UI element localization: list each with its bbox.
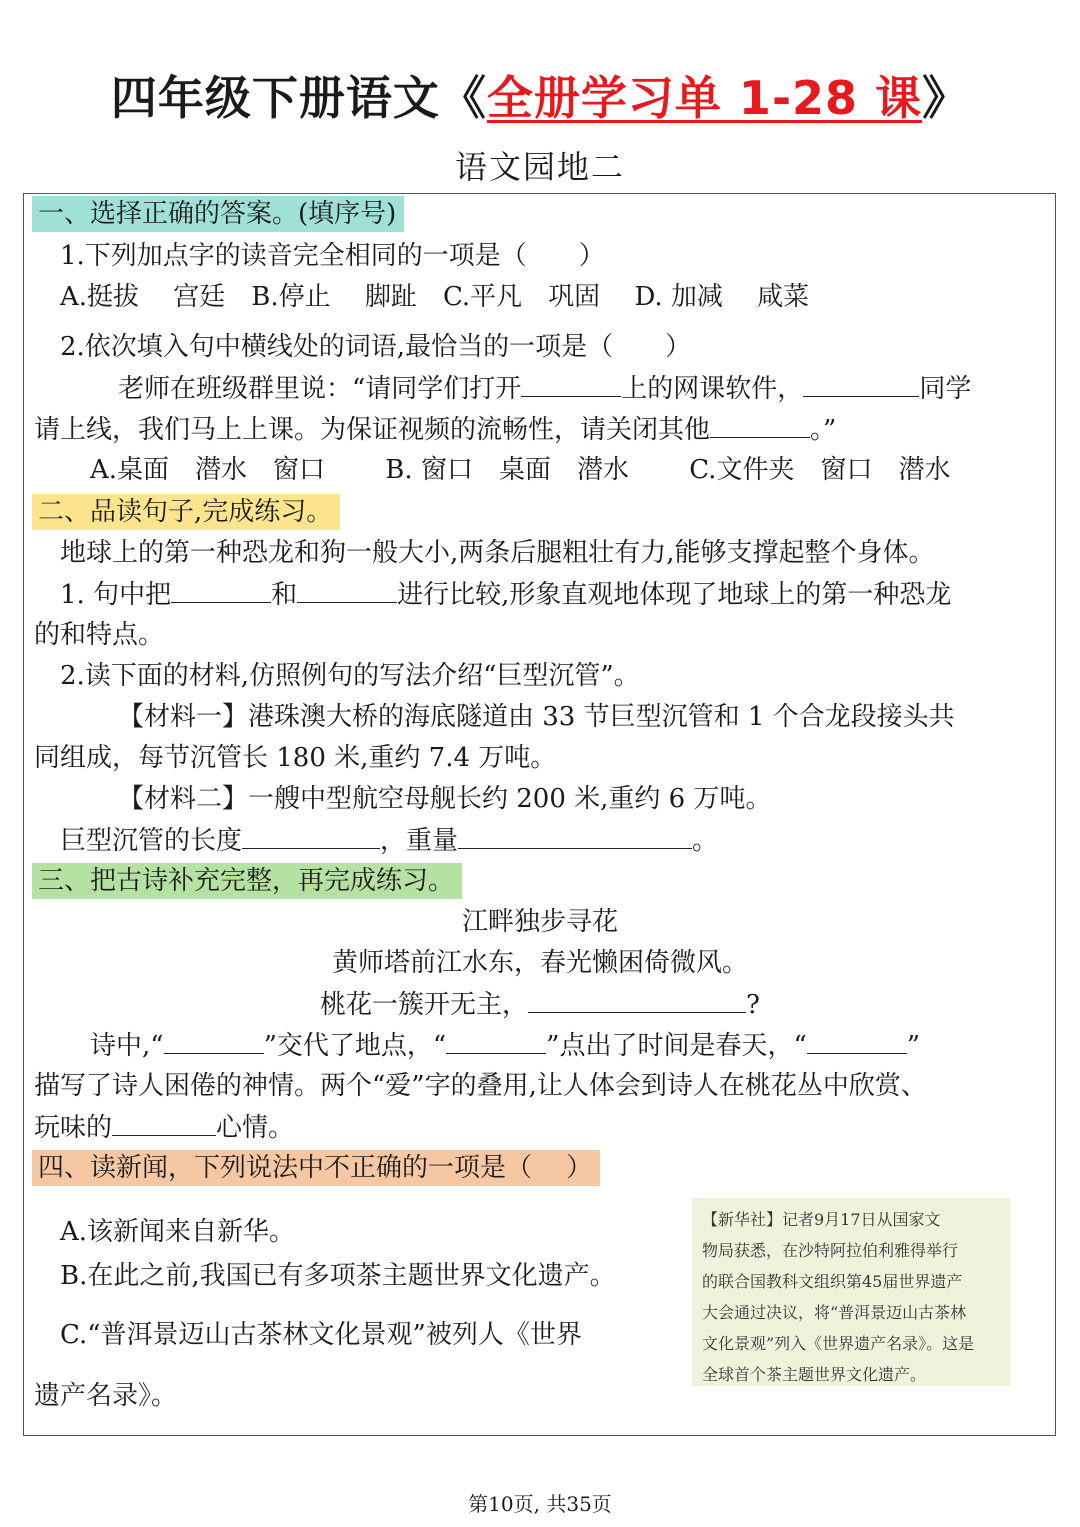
question-1-1-options: A.挺拔 宫廷 B.停止 脚趾 C.平凡 巩固 D. 加减 咸菜 [60,282,810,312]
question-1-2-options: A.桌面 潜水 窗口 B. 窗口 桌面 潜水 C.文件夹 窗口 潜水 [90,455,951,485]
title-suffix: 》 [922,71,970,125]
material-2: 【材料二】一艘中型航空母舰长约 200 米,重约 6 万吨。 [118,784,772,814]
answer-blank[interactable] [112,1109,216,1136]
section-4-heading: 四、读新闻，下列说法中不正确的一项是（ ） [32,1150,600,1186]
dinosaur-sentence: 地球上的第一种恐龙和狗一般大小,两条后腿粗壮有力,能够支撑起整个身体。 [60,538,935,568]
section-1-heading: 一、选择正确的答案。(填序号) [32,196,404,232]
answer-blank[interactable] [710,411,810,438]
news-line: 文化景观”列入《世界遗产名录》。这是 [702,1334,975,1353]
poem-title: 江畔独步寻花 [461,907,618,937]
poem-line-2: 桃花一簇开无主， ? [0,986,1080,1023]
title-prefix: 四年级下册语文《 [110,71,487,125]
option-b: B.在此之前,我国已有多项茶主题世界文化遗产。 [60,1261,616,1291]
question-1-2-line2: 请上线，我们马上上课。为保证视频的流畅性，请关闭其他 。” [34,411,836,448]
answer-blank[interactable] [297,576,397,603]
answer-blank[interactable] [171,576,271,603]
title-highlight: 全册学习单 1-28 课 [486,71,923,125]
question-1-2: 2.依次填入句中横线处的词语,最恰当的一项是（ ） [60,332,692,362]
question-1-1: 1.下列加点字的读音完全相同的一项是（ ） [60,241,605,271]
news-line: 【新华社】记者9月17日从国家文 [702,1210,941,1229]
question-1-2-line1: 老师在班级群里说：“请同学们打开 上的网课软件， 同学 [118,370,971,407]
news-line: 全球首个茶主题世界文化遗产。 [702,1365,927,1384]
option-c: C.“普洱景迈山古茶林文化景观”被列人《世界 [60,1320,582,1350]
answer-blank[interactable] [242,822,380,849]
page-number: 第10页, 共35页 [468,1492,612,1516]
section-2-heading: 二、品读句子,完成练习。 [32,494,340,530]
answer-blank[interactable] [521,370,621,397]
answer-blank[interactable] [164,1027,264,1054]
material-1-line2: 同组成，每节沉管长 180 米,重约 7.4 万吨。 [34,743,557,773]
answer-blank[interactable] [446,1027,546,1054]
option-a: A.该新闻来自新华。 [60,1217,296,1247]
answer-blank[interactable] [528,986,746,1013]
page-title [0,62,1080,128]
news-line: 物局获悉，在沙特阿拉伯利雅得举行 [702,1241,959,1260]
question-2-2-answer: 巨型沉管的长度 ，重量 。 [60,822,718,859]
answer-blank[interactable] [807,1027,907,1054]
question-3-line3: 玩味的 心情。 [34,1109,294,1146]
question-2-1: 1. 句中把 和 进行比较,形象直观地体现了地球上的第一种恐龙 [60,576,951,613]
answer-blank[interactable] [803,370,919,397]
question-3-line1: 诗中,“ ”交代了地点，“ ”点出了时间是春天，“ ” [90,1027,920,1064]
question-2-1-cont: 的和特点。 [34,620,165,650]
page-subtitle: 语文园地二 [454,148,625,186]
news-line: 大会通过决议，将“普洱景迈山古茶林 [702,1303,967,1322]
answer-blank[interactable] [458,822,692,849]
news-line: 的联合国教科文组织第45届世界遗产 [702,1272,963,1291]
section-3-heading: 三、把古诗补充完整，再完成练习。 [32,863,462,899]
question-2-2: 2.读下面的材料,仿照例句的写法介绍“巨型沉管”。 [60,661,640,691]
news-clipping [692,1198,1010,1386]
question-3-line2: 描写了诗人困倦的神情。两个“爱”字的叠用,让人体会到诗人在桃花丛中欣赏、 [34,1071,927,1101]
option-c-cont: 遗产名录》。 [34,1381,178,1411]
poem-line-1: 黄师塔前江水东，春光懒困倚微风。 [331,948,748,978]
material-1-line1: 【材料一】港珠澳大桥的海底隧道由 33 节巨型沉管和 1 个合龙段接头共 [118,702,955,732]
